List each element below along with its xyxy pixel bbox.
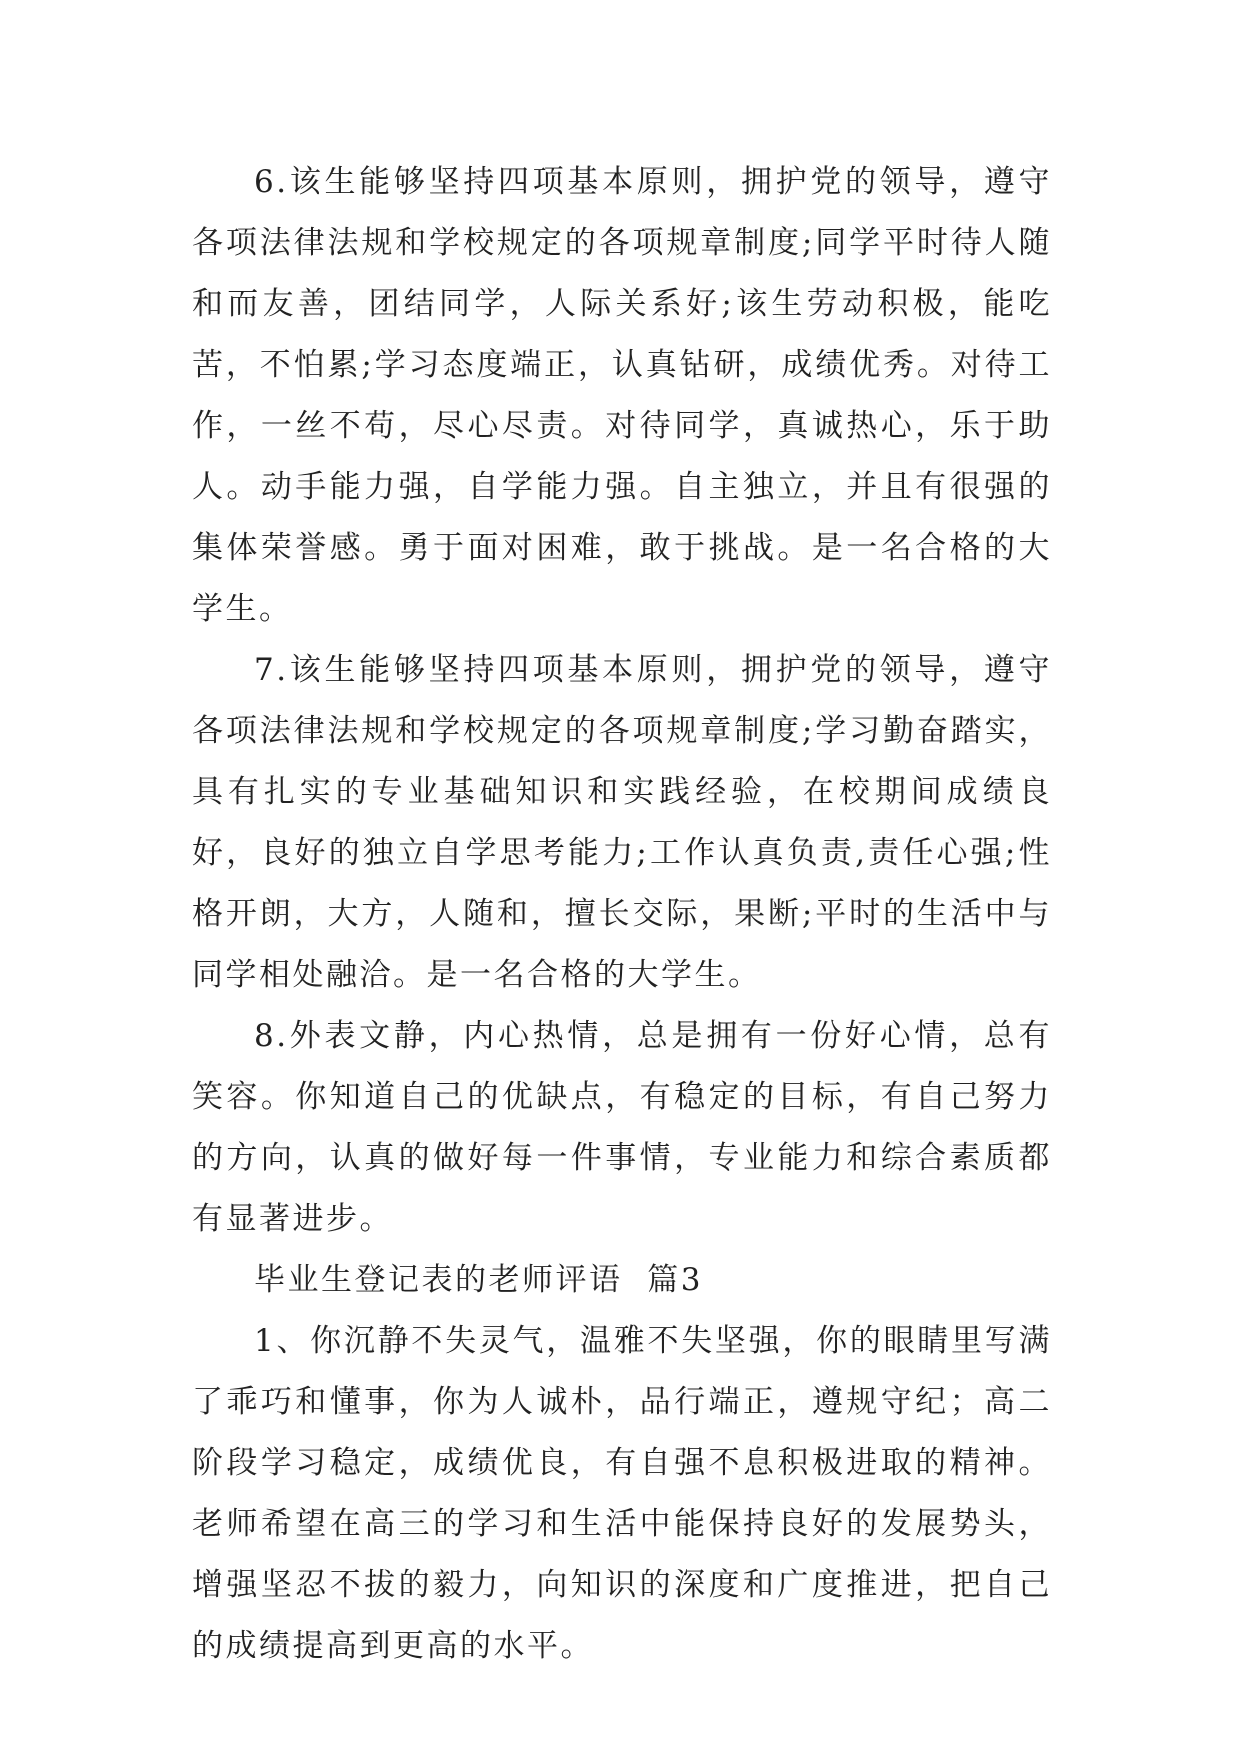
paragraph-item-7: 7.该生能够坚持四项基本原则，拥护党的领导，遵守各项法律法规和学校规定的各项规章制度;学习勤奋踏实，具有扎实的专业基础知识和实践经验，在校期间成绩良好，良好的独立自学思考能力;工作认真负责,责任心强;性格开朗，大方，人随和，擅长交际，果断;平时的生活中与同学相处融洽。是一名合格的大学生。 (192, 652, 1052, 993)
section-paragraph-1: 1、你沉静不失灵气，温雅不失坚强，你的眼睛里写满了乖巧和懂事，你为人诚朴，品行端正，遵规守纪；高二阶段学习稳定，成绩优良，有自强不息积极进取的精神。老师希望在高三的学习和生活中能保持良好的发展势头，增强坚忍不拔的毅力，向知识的深度和广度推进，把自己的成绩提高到更高的水平。 (192, 1323, 1052, 1664)
section-heading: 毕业生登记表的老师评语 篇3 (254, 1262, 703, 1298)
paragraph-item-8: 8.外表文静，内心热情，总是拥有一份好心情，总有笑容。你知道自己的优缺点，有稳定的目标，有自己努力的方向，认真的做好每一件事情，专业能力和综合素质都有显著进步。 (192, 1018, 1052, 1237)
document-body (192, 152, 1052, 1677)
paragraph-item-6: 6.该生能够坚持四项基本原则，拥护党的领导，遵守各项法律法规和学校规定的各项规章制度;同学平时待人随和而友善，团结同学，人际关系好;该生劳动积极，能吃苦，不怕累;学习态度端正，认真钻研，成绩优秀。对待工作，一丝不苟，尽心尽责。对待同学，真诚热心，乐于助人。动手能力强，自学能力强。自主独立，并且有很强的集体荣誉感。勇于面对困难，敢于挑战。是一名合格的大学生。 (192, 164, 1052, 627)
